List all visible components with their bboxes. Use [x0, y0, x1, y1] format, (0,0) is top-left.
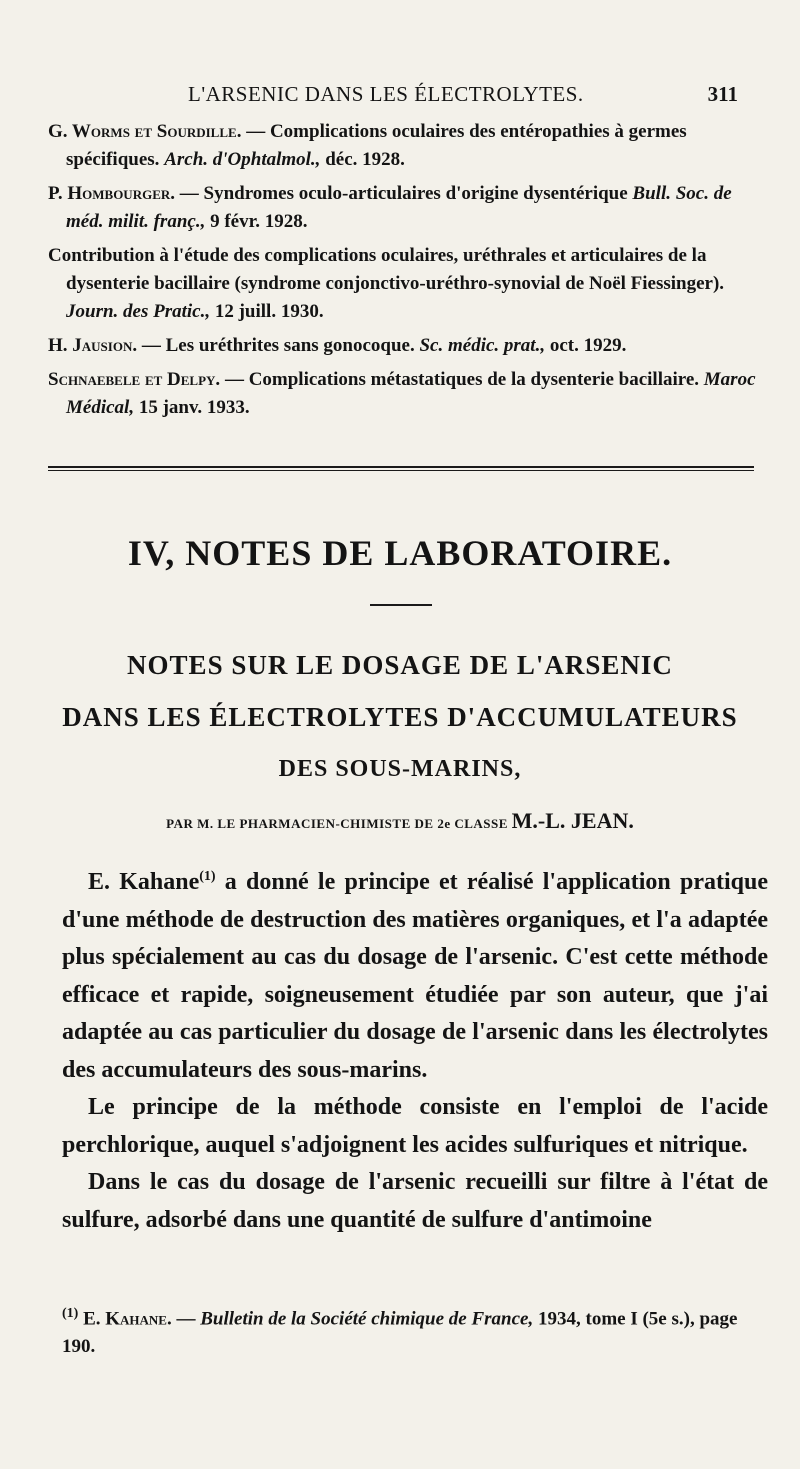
reference-date: oct. 1929. [545, 335, 627, 356]
reference-item [48, 242, 760, 326]
reference-authors: P. Hombourger. [48, 183, 176, 204]
reference-text: Contribution à l'étude des complications oculaires, uréthrales et articulaires de la dysenterie bacillaire (syndrome conjonctivo-uréthro-synovial de Noël Fiessinger). [48, 245, 725, 294]
reference-item [48, 180, 760, 236]
footnote-journal: Bulletin de la Société chimique de France, [200, 1308, 534, 1330]
page-number: 311 [707, 82, 738, 106]
reference-date: 15 janv. 1933. [134, 397, 250, 418]
reference-journal: Journ. des Pratic., [66, 301, 211, 322]
running-head [48, 82, 748, 110]
section-divider [48, 466, 754, 468]
footnote-ref[interactable]: (1) [199, 869, 216, 884]
article-title-line-1: NOTES SUR LE DOSAGE DE L'ARSENIC [127, 650, 673, 680]
reference-text: — Complications métastatiques de la dysenterie bacillaire. [220, 369, 704, 390]
footnote-author: E. Kahane. [83, 1308, 172, 1330]
reference-text: — Les uréthrites sans gonocoque. [137, 335, 420, 356]
article-body [62, 858, 768, 1239]
author-name: M.-L. JEAN. [511, 808, 634, 833]
reference-date: déc. 1928. [320, 149, 405, 170]
reference-journal: Arch. d'Ophtalmol., [164, 149, 321, 170]
footnote-dash: — [171, 1308, 201, 1330]
section-divider-thin [48, 470, 754, 471]
reference-date: 12 juill. 1930. [210, 301, 324, 322]
running-head-title: L'ARSENIC DANS LES ÉLECTROLYTES. [188, 82, 584, 106]
reference-authors: H. Jausion. [48, 335, 138, 356]
reference-journal: Sc. médic. prat., [419, 335, 546, 356]
reference-text: — Complications oculaires des entéropathies à germes spécifiques. [66, 121, 687, 170]
reference-item [48, 118, 760, 174]
reference-journal: Bull. Soc. de méd. milit. franç., [66, 183, 732, 232]
paragraph [62, 858, 768, 1089]
byline [0, 808, 800, 834]
title-divider [370, 604, 432, 606]
reference-text: — Syndromes oculo-articulaires d'origine dysentérique [175, 183, 633, 204]
reference-item [48, 366, 760, 422]
paragraph-text: Le principe de la méthode consiste en l'emploi de l'acide perchlorique, auquel s'adjoignent les acides sulfuriques et nitrique. [62, 1094, 768, 1158]
reference-authors: Schnaebele et Delpy. [48, 369, 221, 390]
reference-journal: Maroc Médical, [66, 369, 756, 418]
reference-list [48, 118, 760, 428]
paragraph-text: Dans le cas du dosage de l'arsenic recueilli sur filtre à l'état de sulfure, adsorbé dans une quantité de sulfure d'antimoine [62, 1169, 768, 1233]
byline-prefix: PAR M. LE PHARMACIEN-CHIMISTE DE 2e CLASSE [166, 816, 508, 831]
reference-date: 9 févr. 1928. [205, 211, 308, 232]
footnote [62, 1300, 768, 1361]
paragraph [62, 1164, 768, 1239]
reference-authors: G. Worms et Sourdille. [48, 121, 242, 142]
footnote-details: 1934, tome I (5e s.), page 190. [62, 1308, 738, 1358]
article-title-line-3: DES SOUS-MARINS, [278, 756, 522, 782]
reference-item [48, 332, 760, 360]
footnote-mark: (1) [62, 1306, 79, 1321]
paragraph [62, 1089, 768, 1164]
section-title: IV, NOTES DE LABORATOIRE. [127, 533, 673, 573]
paragraph-text: a donné le principe et réalisé l'application pratique d'une méthode de destruction des matières organiques, et l'a adaptée plus spécialement au cas du dosage de l'arsenic. C'est cette méthode efficace et rapide, soigneusement étudiée par son auteur, que j'ai adaptée au cas particulier du dosage de l'arsenic dans les électrolytes des accumulateurs des sous-marins. [62, 869, 768, 1083]
article-title-line-2: DANS LES ÉLECTROLYTES D'ACCUMULATEURS [62, 702, 738, 732]
paragraph-lead: E. Kahane [88, 869, 200, 895]
